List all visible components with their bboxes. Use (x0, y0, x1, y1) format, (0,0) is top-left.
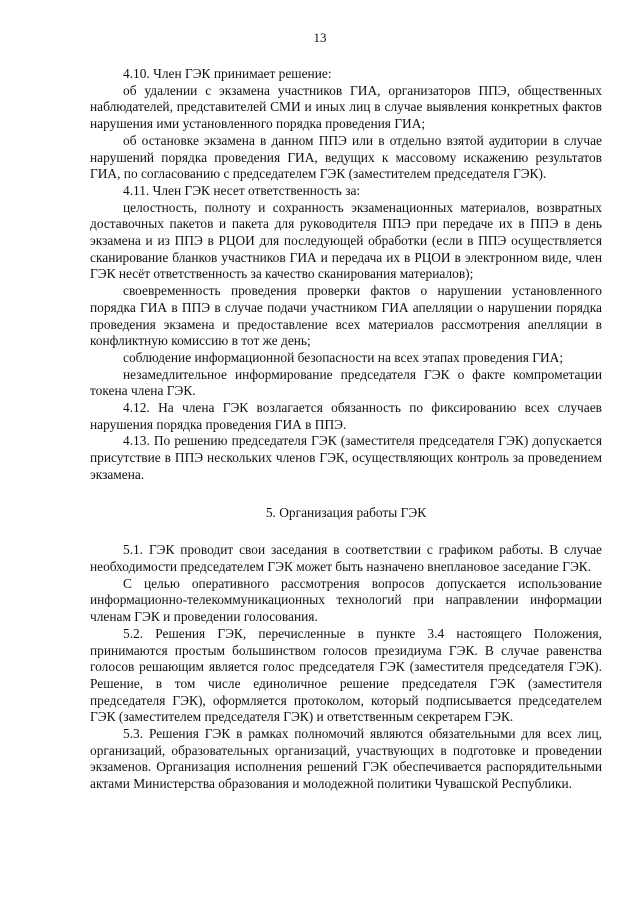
paragraph-4-11: 4.11. Член ГЭК несет ответственность за: (123, 182, 361, 198)
paragraph-removal-decision: об удалении с экзамена участников ГИА, организаторов ППЭ, общественных наблюдателей, представителей СМИ и иных лиц в случае выявления конкретных фактов нарушения ими установленного порядка проведения ГИА; (90, 82, 602, 132)
paragraph-4-10: 4.10. Член ГЭК принимает решение: (123, 66, 332, 81)
paragraph-materials-integrity: целостность, полноту и сохранность экзаменационных материалов, возвратных доставочных пакетов и пакета для руководителя ППЭ при передаче их в ППЭ в день экзамена и из ППЭ в РЦОИ для последующей обработки (если в ППЭ осуществляется сканирование бланков участников ГИА и передача их в РЦОИ в электронном виде, член ГЭК несёт ответственность за качество сканирования материалов); (90, 199, 602, 282)
paragraph-4-12: 4.12. На члена ГЭК возлагается обязанность по фиксированию всех случаев нарушения порядка проведения ГИА в ППЭ. (90, 400, 602, 432)
section-heading: 5. Организация работы ГЭК (265, 504, 427, 520)
paragraph-5-1: 5.1. ГЭК проводит свои заседания в соответствии с графиком работы. В случае необходимости председателем ГЭК может быть назначено внеплановое заседание ГЭК. (90, 542, 602, 574)
paragraph-token-compromise: незамедлительное информирование председателя ГЭК о факте компрометации токена члена ГЭК. (90, 366, 602, 399)
page-number: 13 (313, 30, 327, 45)
paragraph-telecom-technologies: С целью оперативного рассмотрения вопросов допускается использование информационно-телекоммуникационных технологий при направлении информации членам ГЭК и проведении голосования. (90, 575, 602, 625)
paragraph-stop-exam-decision: об остановке экзамена в данном ППЭ или в отдельно взятой аудитории в случае нарушений порядка проведения ГИА, ведущих к массовому искажению результатов ГИА, по согласованию с председателем ГЭК (заместителем председателя ГЭК). (90, 132, 602, 182)
document-body (90, 66, 602, 793)
paragraph-5-2: 5.2. Решения ГЭК, перечисленные в пункте 3.4 настоящего Положения, принимаются простым большинством голосов президиума ГЭК. В случае равенства голосов решающим является голос председателя ГЭК (заместителя председателя ГЭК). Решение, в том числе единоличное решение председателя ГЭК (заместителя председателя ГЭК), оформляется протоколом, который подписывается председателем ГЭК (заместителем председателя ГЭК) и ответственным секретарем ГЭК. (90, 625, 602, 725)
paragraph-info-security: соблюдение информационной безопасности на всех этапах проведения ГИА; (123, 349, 564, 365)
paragraph-4-13: 4.13. По решению председателя ГЭК (заместителя председателя ГЭК) допускается присутствие в ППЭ нескольких членов ГЭК, осуществляющих контроль за проведением экзамена. (90, 433, 602, 482)
paragraph-5-3: 5.3. Решения ГЭК в рамках полномочий являются обязательными для всех лиц, организаций, образовательных организаций, участвующих в подготовке и проведении экзаменов. Организация исполнения решений ГЭК обеспечивается распорядительными актами Министерства образования и молодежной политики Чувашской Республики. (90, 726, 602, 792)
paragraph-violation-check: своевременность проведения проверки фактов о нарушении установленного порядка ГИА в ППЭ в случае подачи участником ГИА апелляции о нарушении порядка проведения экзамена и предоставление всех материалов рассмотрения апелляции в конфликтную комиссию в тот же день; (90, 283, 602, 349)
